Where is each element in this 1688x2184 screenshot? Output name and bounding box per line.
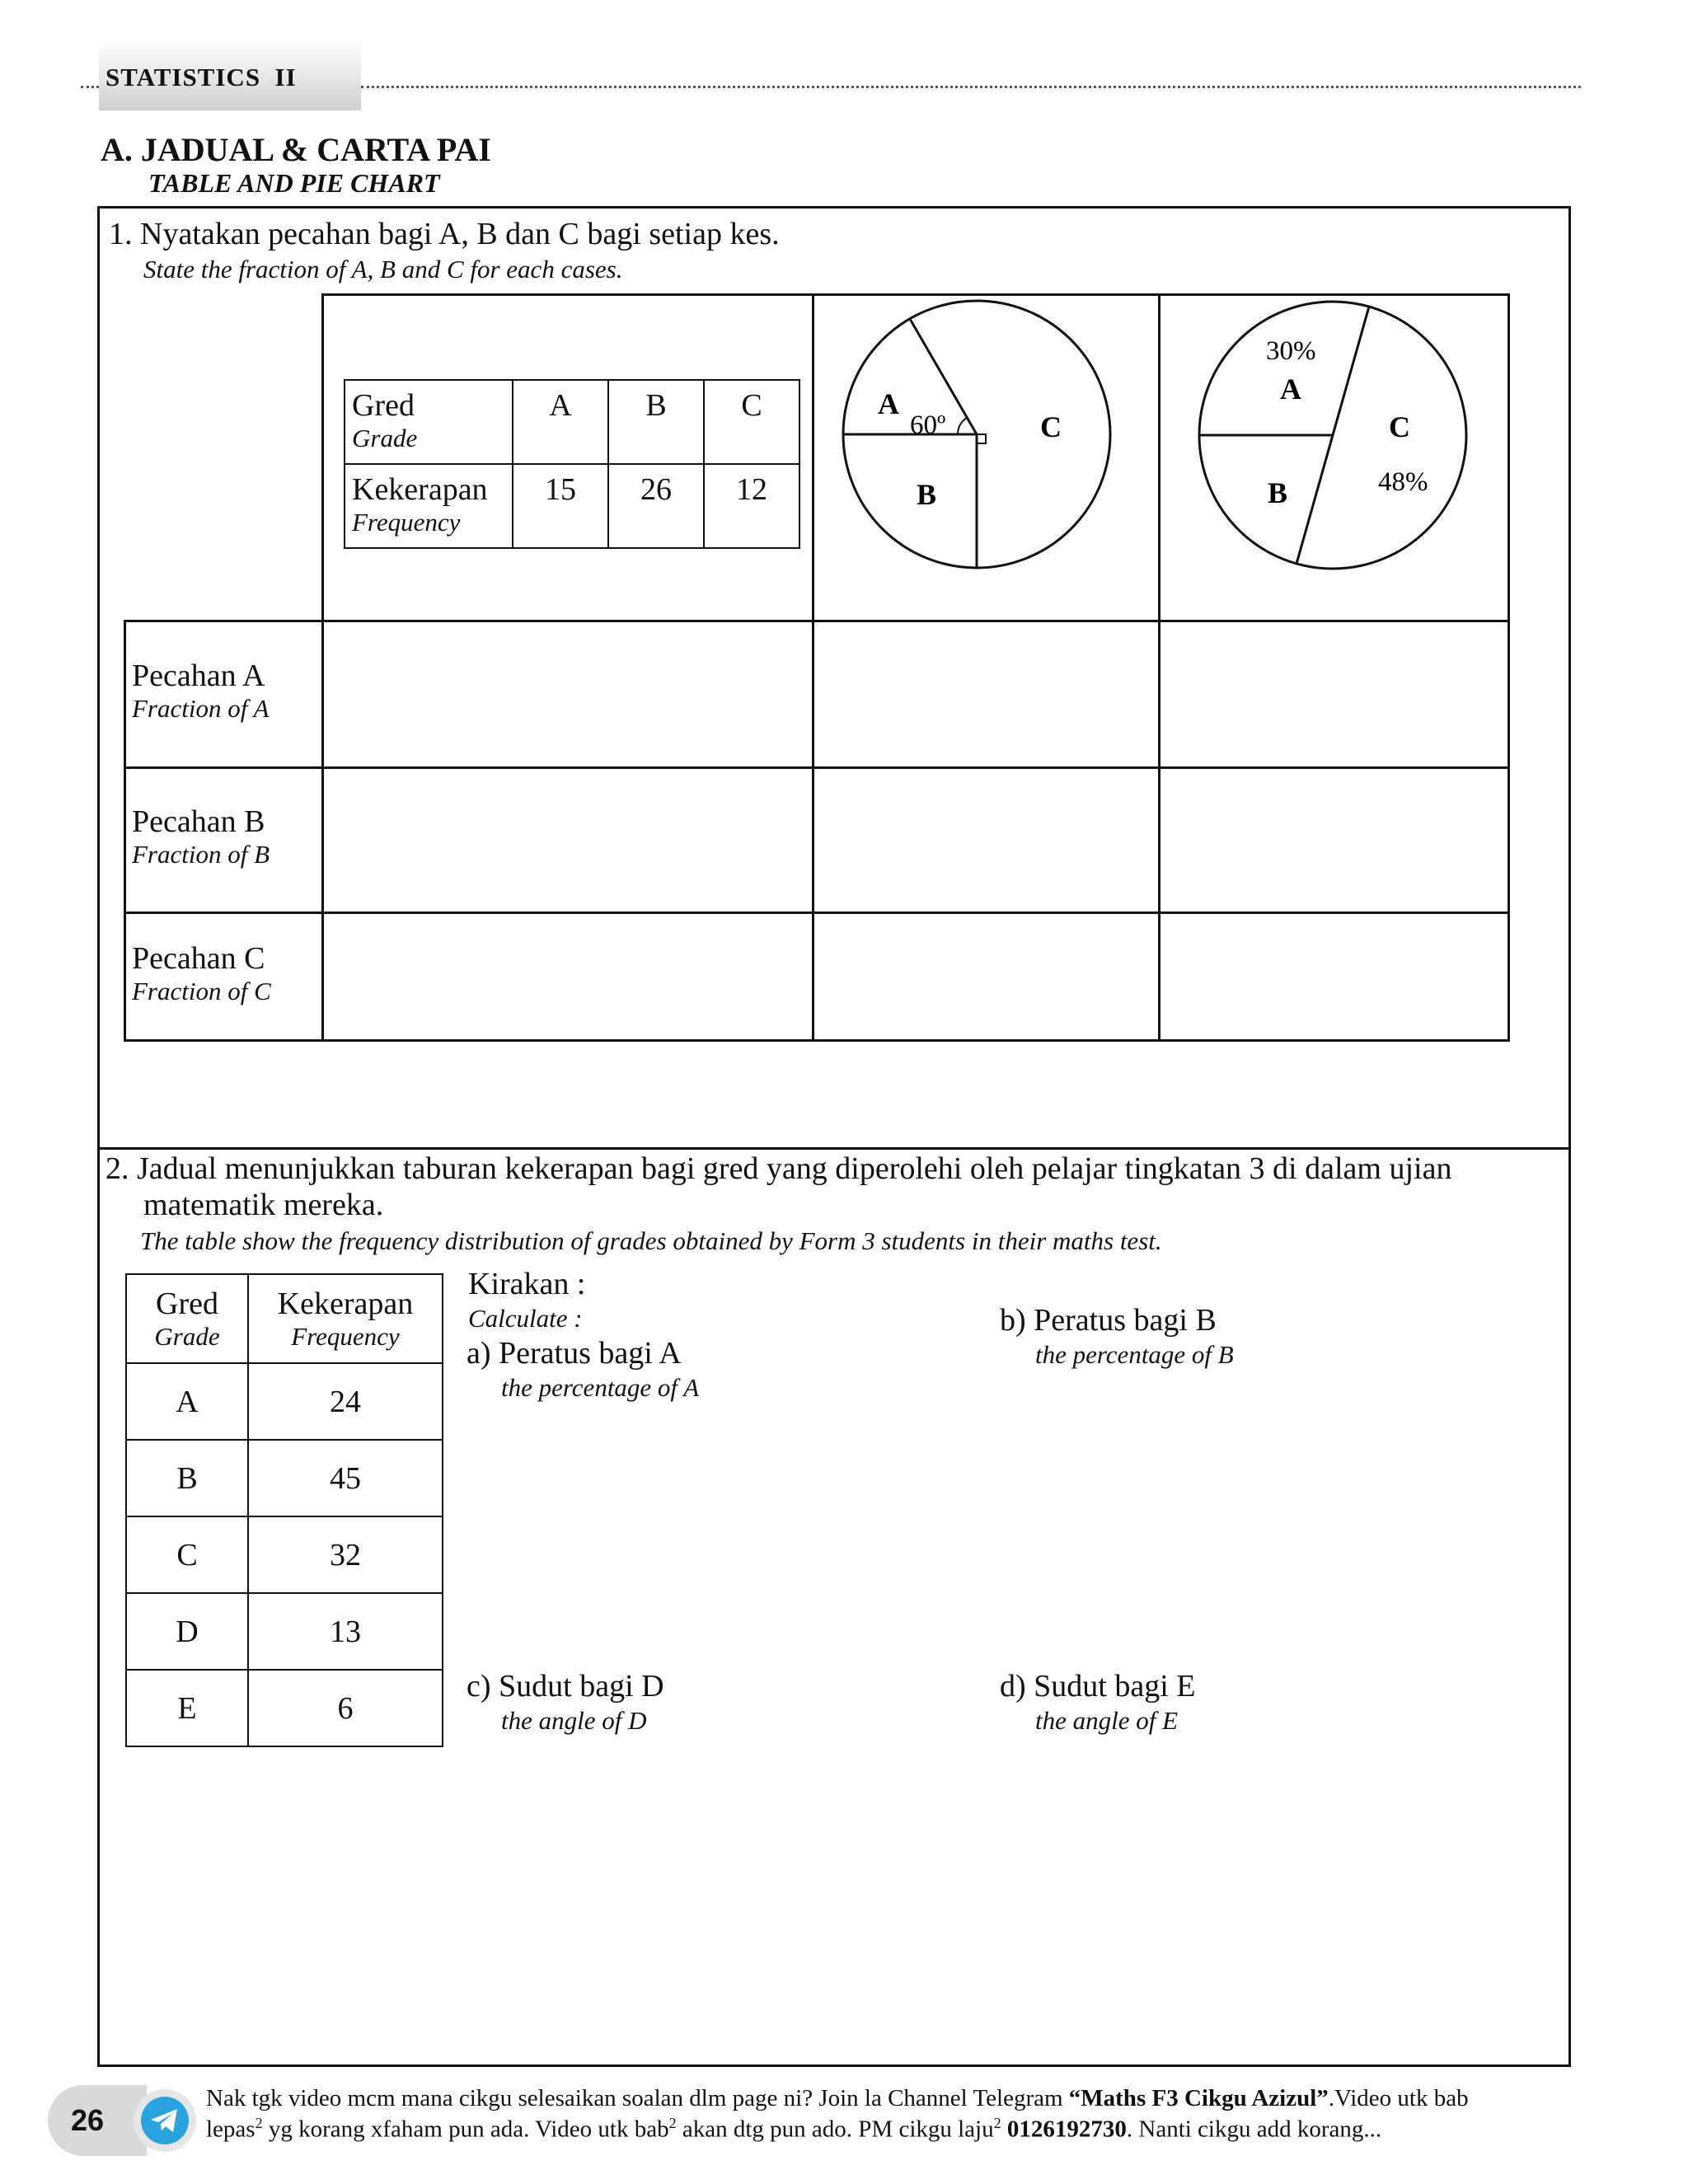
table-cell: C [704, 380, 799, 464]
part-d: d) Sudut bagi E [1000, 1669, 1196, 1704]
pie1-label-b: B [917, 478, 937, 511]
part-c: c) Sudut bagi D [467, 1669, 664, 1704]
table-cell: 26 [608, 464, 704, 548]
question-divider [97, 1147, 1571, 1150]
part-b-en: the percentage of B [1035, 1340, 1234, 1369]
header-rule-right [361, 86, 1581, 88]
chapter-label: STATISTICS II [106, 63, 297, 91]
phone-number: 0126192730 [1006, 2116, 1127, 2143]
table-cell: 12 [704, 464, 799, 548]
table-header-cell: Gred Grade [126, 1274, 248, 1363]
part-c-en: the angle of D [501, 1706, 647, 1735]
pie-chart-percent [1170, 298, 1500, 612]
pie-chart-angles [824, 298, 1154, 612]
right-angle-marker [977, 434, 986, 443]
fraction-b-label: Pecahan B Fraction of B [132, 804, 270, 869]
q1-frequency-table [344, 379, 800, 549]
table-row: C 32 [126, 1516, 443, 1593]
footer-line-2: lepas$^2$ yg korang xfaham pun ada. Video utk bab$^2$ akan dtg pun ado. PM cikgu laju$^2$ 0126192730. Nanti cikgu add korang... [206, 2115, 1382, 2143]
page-number: 26 [71, 2103, 105, 2137]
q1-question-en: State the fraction of A, B and C for each cases. [143, 255, 623, 284]
table-row: B 45 [126, 1440, 443, 1516]
angle-arc [958, 418, 967, 434]
table-row: A 24 [126, 1363, 443, 1440]
calc-label: Kirakan : [468, 1267, 586, 1301]
frequency-label: Kekerapan [352, 472, 488, 507]
fraction-c-label: Pecahan C Fraction of C [132, 941, 271, 1005]
pie1-angle-label: 60º [910, 410, 946, 440]
frequency-label-en: Frequency [352, 508, 461, 537]
part-b: b) Peratus bagi B [1000, 1303, 1217, 1338]
grade-label-en: Grade [352, 424, 418, 452]
table-row: E 6 [126, 1670, 443, 1746]
q1-question: 1. Nyatakan pecahan bagi A, B dan C bagi setiap kes. [109, 217, 780, 251]
pie2-label-b: B [1268, 476, 1288, 509]
calc-label-en: Calculate : [468, 1304, 583, 1333]
pie2-pct-a: 30% [1266, 336, 1316, 366]
table-header-row [126, 1274, 443, 1363]
part-d-en: the angle of E [1035, 1706, 1179, 1735]
pie2-label-a: A [1280, 373, 1301, 405]
table-row: D 13 [126, 1593, 443, 1670]
q2-frequency-table [125, 1273, 443, 1747]
table-header-cell: Kekerapan Frequency [248, 1274, 443, 1363]
table-row [345, 464, 799, 548]
telegram-icon[interactable] [140, 2096, 190, 2145]
pie1-label-c: C [1040, 410, 1062, 443]
table-cell [345, 464, 513, 548]
q2-question-en: The table show the frequency distribution of grades obtained by Form 3 students in their maths test. [140, 1226, 1162, 1255]
table-cell [345, 380, 513, 464]
q2-question-line1: 2. Jadual menunjukkan taburan kekerapan bagi gred yang diperolehi oleh pelajar tingkatan 3 di dalam ujian [106, 1151, 1452, 1186]
table-row [345, 380, 799, 464]
telegram-channel-name: “Maths F3 Cikgu Azizul” [1068, 2085, 1329, 2111]
section-subtitle: TABLE AND PIE CHART [148, 168, 440, 198]
table-cell: 15 [513, 464, 608, 548]
part-a: a) Peratus bagi A [467, 1336, 682, 1371]
pie2-pct-c: 48% [1378, 467, 1428, 497]
part-a-en: the percentage of A [501, 1373, 700, 1402]
table-cell: A [513, 380, 608, 464]
footer-line-1: Nak tgk video mcm mana cikgu selesaikan soalan dlm page ni? Join la Channel Telegram “Maths F3 Cikgu Azizul”.Video utk bab [206, 2085, 1469, 2111]
q2-question-line2: matematik mereka. [143, 1188, 384, 1222]
grade-label: Gred [352, 388, 415, 423]
table-cell: B [608, 380, 704, 464]
pie2-label-c: C [1389, 410, 1410, 443]
fraction-a-label: Pecahan A Fraction of A [132, 658, 270, 723]
pie1-label-a: A [878, 387, 899, 420]
section-title: A. JADUAL & CARTA PAI [101, 131, 491, 168]
header-rule-left [81, 86, 99, 88]
